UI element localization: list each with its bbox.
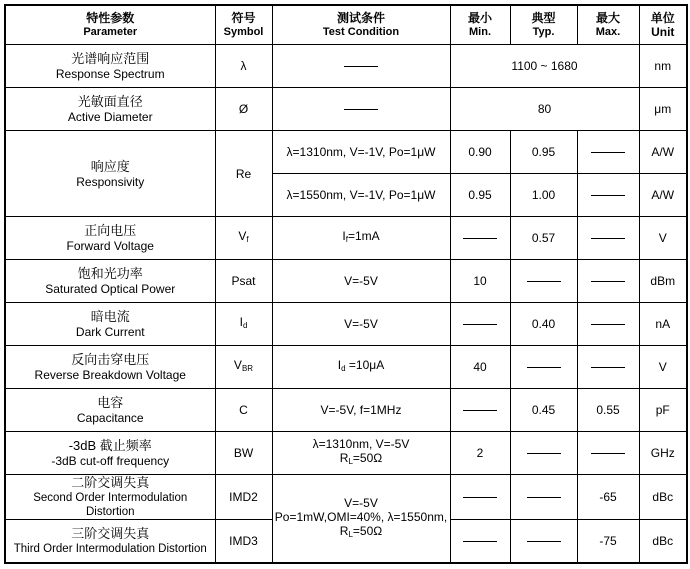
symbol-cell: λ [215, 45, 272, 88]
dash-mark [463, 541, 497, 542]
header-typ: 典型 Typ. [510, 5, 577, 45]
param-cell: 光谱响应范围 Response Spectrum [5, 45, 215, 88]
header-max: 最大 Max. [577, 5, 639, 45]
dash-mark [591, 324, 625, 325]
typ-cell: 1.00 [510, 174, 577, 217]
symbol-cell: C [215, 389, 272, 432]
condition-cell: $I_d =10\mu A$ [272, 346, 450, 389]
dash-mark [527, 367, 561, 368]
unit-cell: nm [639, 45, 687, 88]
min-cell [450, 475, 510, 520]
max-cell [577, 217, 639, 260]
param-cell: 三阶交调失真 Third Order Intermodulation Distortion [5, 520, 215, 564]
typ-cell [510, 346, 577, 389]
header-row [5, 5, 687, 45]
condition-cell [272, 88, 450, 131]
dash-mark [463, 324, 497, 325]
max-cell [577, 346, 639, 389]
dash-mark [527, 497, 561, 498]
max-cell: -65 [577, 475, 639, 520]
condition-cell: V=-5V [272, 260, 450, 303]
unit-cell: dBc [639, 475, 687, 520]
min-cell: 0.90 [450, 131, 510, 174]
min-cell: 40 [450, 346, 510, 389]
min-cell: 10 [450, 260, 510, 303]
max-cell [577, 432, 639, 475]
spec-table [4, 4, 688, 564]
typ-cell [510, 475, 577, 520]
dash-mark [463, 410, 497, 411]
header-test-condition: 测试条件 Test Condition [272, 5, 450, 45]
unit-cell: dBc [639, 520, 687, 564]
row-active-diameter [5, 88, 687, 131]
row-response-spectrum [5, 45, 687, 88]
symbol-cell: Ø [215, 88, 272, 131]
condition-cell: λ=1310nm, V=-1V, Po=1μW [272, 131, 450, 174]
row-capacitance [5, 389, 687, 432]
param-cell: 响应度 Responsivity [5, 131, 215, 217]
header-parameter: 特性参数 Parameter [5, 5, 215, 45]
max-cell [577, 260, 639, 303]
dash-mark [463, 238, 497, 239]
typ-cell [510, 520, 577, 564]
symbol-cell: IMD2 [215, 475, 272, 520]
dash-mark [344, 109, 378, 110]
symbol-cell: Re [215, 131, 272, 217]
unit-cell: pF [639, 389, 687, 432]
symbol-cell: IMD3 [215, 520, 272, 564]
symbol-cell: $V_f$ [215, 217, 272, 260]
min-cell: 2 [450, 432, 510, 475]
unit-cell: V [639, 346, 687, 389]
param-cell: 电容 Capacitance [5, 389, 215, 432]
param-cell: 反向击穿电压 Reverse Breakdown Voltage [5, 346, 215, 389]
max-cell [577, 303, 639, 346]
unit-cell: nA [639, 303, 687, 346]
row-saturated-power [5, 260, 687, 303]
typ-cell: 0.45 [510, 389, 577, 432]
param-cell: 暗电流 Dark Current [5, 303, 215, 346]
max-cell: 0.55 [577, 389, 639, 432]
value-cell: 80 [450, 88, 639, 131]
unit-cell: GHz [639, 432, 687, 475]
header-unit: 单位 Unit [639, 5, 687, 45]
condition-cell: V=-5V, f=1MHz [272, 389, 450, 432]
dash-mark [591, 367, 625, 368]
value-cell: 1100 ~ 1680 [450, 45, 639, 88]
dash-mark [527, 453, 561, 454]
typ-cell: 0.40 [510, 303, 577, 346]
min-cell [450, 520, 510, 564]
dash-mark [463, 497, 497, 498]
unit-cell: A/W [639, 131, 687, 174]
row-responsivity-1 [5, 131, 687, 174]
header-symbol: 符号 Symbol [215, 5, 272, 45]
max-cell [577, 174, 639, 217]
unit-cell: A/W [639, 174, 687, 217]
unit-cell: V [639, 217, 687, 260]
dash-mark [591, 195, 625, 196]
dash-mark [591, 152, 625, 153]
spec-table-wrapper [4, 4, 688, 564]
typ-cell [510, 432, 577, 475]
min-cell [450, 303, 510, 346]
dash-mark [591, 281, 625, 282]
row-forward-voltage [5, 217, 687, 260]
condition-cell: λ=1310nm, V=-5V $R_L=50\Omega$ [272, 432, 450, 475]
typ-cell: 0.57 [510, 217, 577, 260]
symbol-cell: BW [215, 432, 272, 475]
row-cutoff-frequency [5, 432, 687, 475]
condition-cell: V=-5V Po=1mW,OMI=40%, λ=1550nm, $R_L=50\Omega$ [272, 475, 450, 564]
condition-cell [272, 45, 450, 88]
max-cell [577, 131, 639, 174]
header-min: 最小 Min. [450, 5, 510, 45]
dash-mark [344, 66, 378, 67]
param-cell: 正向电压 Forward Voltage [5, 217, 215, 260]
max-cell: -75 [577, 520, 639, 564]
condition-cell: $I_f=1mA$ [272, 217, 450, 260]
symbol-cell: $I_d$ [215, 303, 272, 346]
typ-cell [510, 260, 577, 303]
dash-mark [591, 238, 625, 239]
min-cell: 0.95 [450, 174, 510, 217]
param-cell: 光敏面直径 Active Diameter [5, 88, 215, 131]
min-cell [450, 389, 510, 432]
symbol-cell: Psat [215, 260, 272, 303]
param-cell: 二阶交调失真 Second Order Intermodulation Distortion [5, 475, 215, 520]
row-dark-current [5, 303, 687, 346]
condition-cell: λ=1550nm, V=-1V, Po=1μW [272, 174, 450, 217]
param-cell: 饱和光功率 Saturated Optical Power [5, 260, 215, 303]
dash-mark [527, 281, 561, 282]
min-cell [450, 217, 510, 260]
condition-cell: V=-5V [272, 303, 450, 346]
row-breakdown-voltage [5, 346, 687, 389]
row-imd2 [5, 475, 687, 520]
dash-mark [591, 453, 625, 454]
typ-cell: 0.95 [510, 131, 577, 174]
dash-mark [527, 541, 561, 542]
unit-cell: dBm [639, 260, 687, 303]
param-cell: -3dB 截止频率 -3dB cut-off frequency [5, 432, 215, 475]
symbol-cell: $V_{BR}$ [215, 346, 272, 389]
unit-cell: μm [639, 88, 687, 131]
